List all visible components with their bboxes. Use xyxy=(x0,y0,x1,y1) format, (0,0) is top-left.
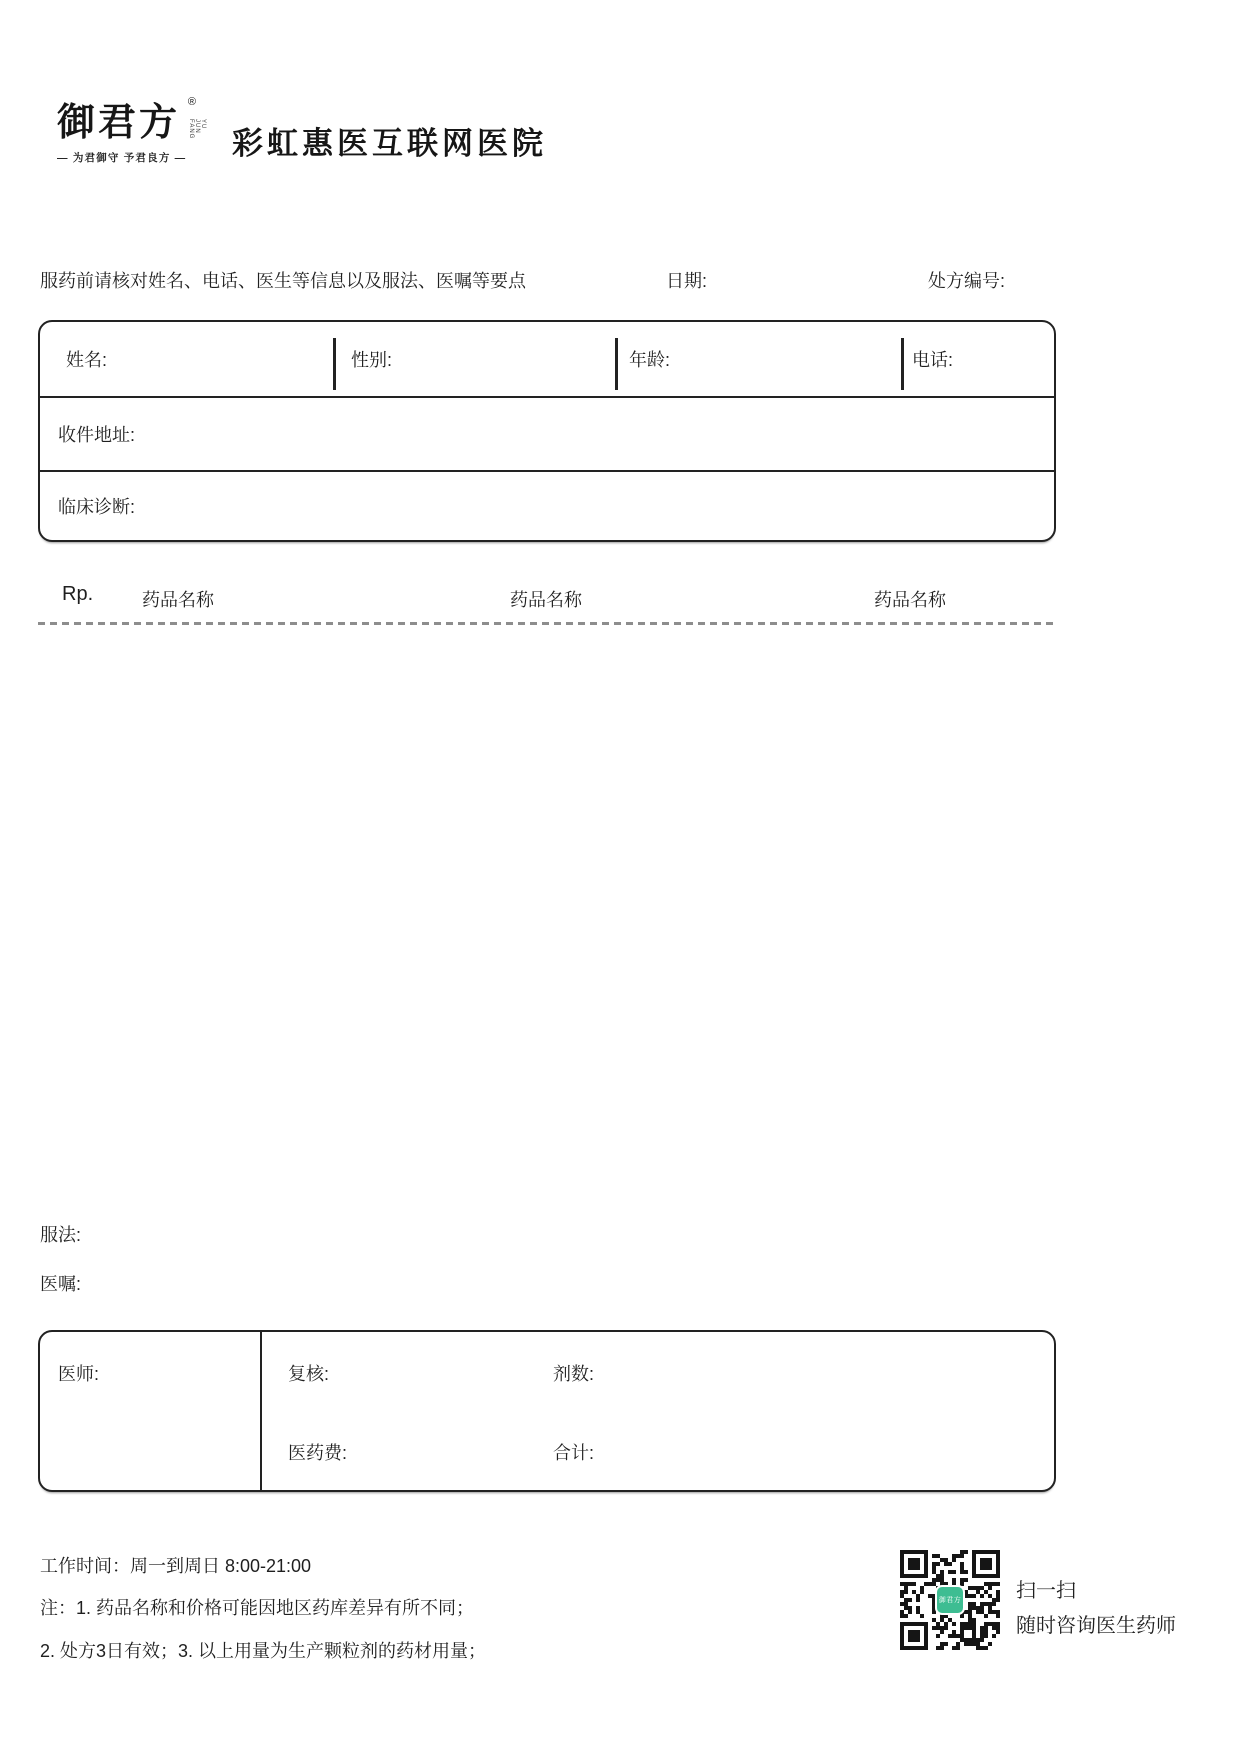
patient-info-box xyxy=(38,320,1056,542)
logo-tagline: — 为君御守 予君良方 — xyxy=(57,152,187,164)
medicine-fee-label: 医药费: xyxy=(288,1443,348,1463)
dashed-separator xyxy=(38,622,1056,625)
signature-fee-box xyxy=(38,1330,1056,1492)
review-dose-row xyxy=(288,1360,1054,1386)
gender-label: 性别: xyxy=(351,350,393,370)
rx-number-label: 处方编号: xyxy=(928,271,1006,291)
diagnosis-field xyxy=(40,472,1054,540)
registered-trademark-icon: ® xyxy=(187,96,197,108)
note-line-1: 注：1. 药品名称和价格可能因地区药库差异有所不同； xyxy=(40,1598,475,1618)
age-field xyxy=(616,322,902,396)
rp-label: Rp. xyxy=(62,583,94,605)
qr-code xyxy=(900,1550,1000,1650)
dose-count-label: 剂数: xyxy=(553,1364,595,1384)
name-field xyxy=(40,322,334,396)
usage-label: 服法: xyxy=(40,1225,82,1245)
address-field xyxy=(40,398,1054,472)
diagnosis-label: 临床诊断: xyxy=(58,497,136,517)
date-label: 日期: xyxy=(666,271,708,291)
age-label: 年龄: xyxy=(629,350,671,370)
logo-text: 御君方 xyxy=(57,99,181,144)
address-label: 收件地址: xyxy=(58,425,136,445)
patient-row-basic xyxy=(40,322,1054,398)
doctor-advice-label: 医嘱: xyxy=(40,1274,82,1294)
name-label: 姓名: xyxy=(66,350,108,370)
review-label: 复核: xyxy=(288,1364,330,1384)
logo-vertical-text: YU JUN FANG xyxy=(188,119,207,140)
work-hours: 工作时间：周一到周日 8:00-21:00 xyxy=(40,1556,312,1576)
phone-field xyxy=(902,322,1054,396)
qr-center-text: 御君方 xyxy=(938,1597,962,1604)
yujunfang-logo xyxy=(57,96,207,165)
fee-total-row xyxy=(288,1439,1054,1465)
doctor-label: 医师: xyxy=(58,1364,100,1384)
drug-name-column-2: 药品名称 xyxy=(510,590,582,610)
gender-field xyxy=(334,322,616,396)
drug-name-column-3: 药品名称 xyxy=(874,590,946,610)
review-fee-cell xyxy=(262,1332,1054,1490)
logo-wordmark xyxy=(57,96,207,144)
qr-center-logo xyxy=(935,1585,965,1615)
drug-name-column-1: 药品名称 xyxy=(142,590,214,610)
note-line-2: 2. 处方3日有效；3. 以上用量为生产颗粒剂的药材用量； xyxy=(40,1641,487,1661)
verification-notice: 服药前请核对姓名、电话、医生等信息以及服法、医嘱等要点 xyxy=(40,271,526,291)
total-label: 合计: xyxy=(553,1443,595,1463)
doctor-cell xyxy=(40,1332,262,1490)
scan-label: 扫一扫 xyxy=(1016,1580,1076,1602)
scan-hint: 随时咨询医生药师 xyxy=(1016,1615,1176,1637)
hospital-name: 彩虹惠医互联网医院 xyxy=(232,126,547,161)
phone-label: 电话: xyxy=(912,350,954,370)
